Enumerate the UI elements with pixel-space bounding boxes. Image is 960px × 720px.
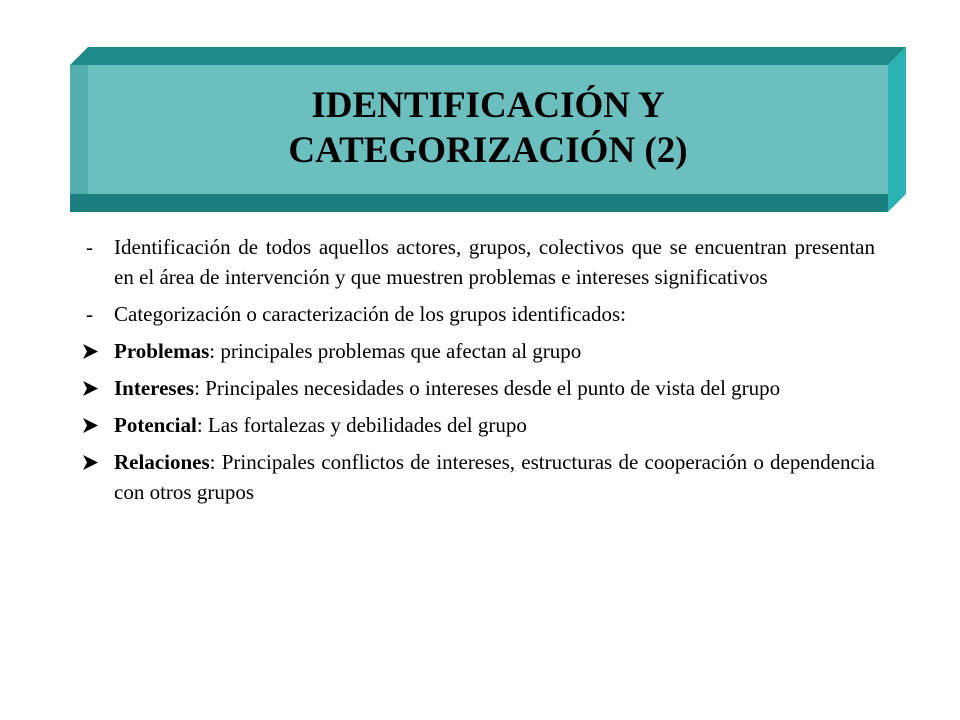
title-line-1: IDENTIFICACIÓN Y bbox=[311, 85, 665, 126]
banner-bevel-top bbox=[70, 47, 906, 65]
item-term: Intereses bbox=[114, 376, 195, 400]
item-text: : Las fortalezas y debilidades del grupo bbox=[196, 413, 527, 437]
list-item bbox=[80, 447, 875, 507]
page-title bbox=[88, 65, 888, 191]
item-text: Categorización o caracterización de los grupos identificados: bbox=[114, 302, 626, 326]
item-term: Problemas bbox=[114, 339, 210, 363]
item-text: : Principales necesidades o intereses desde el punto de vista del grupo bbox=[194, 376, 781, 400]
list-item bbox=[80, 410, 875, 440]
banner-bevel-left bbox=[70, 65, 88, 194]
list-item bbox=[80, 373, 875, 403]
bullet-list bbox=[80, 232, 875, 514]
item-text: : principales problemas que afectan al grupo bbox=[209, 339, 582, 363]
dash-bullet: - bbox=[86, 235, 93, 259]
list-item bbox=[80, 299, 875, 329]
item-text: : Principales conflictos de intereses, estructuras de cooperación o dependencia con otros grupos bbox=[114, 450, 875, 504]
item-term: Potencial bbox=[114, 413, 197, 437]
dash-bullet: - bbox=[86, 302, 93, 326]
item-text: Identificación de todos aquellos actores, grupos, colectivos que se encuentran presentan en el área de intervención y que muestren problemas e intereses significativos bbox=[114, 235, 875, 289]
banner-bevel-right bbox=[888, 47, 906, 212]
item-term: Relaciones bbox=[114, 450, 210, 474]
title-line-2: CATEGORIZACIÓN (2) bbox=[288, 130, 688, 171]
list-item bbox=[80, 232, 875, 292]
title-banner bbox=[70, 47, 906, 212]
list-item bbox=[80, 336, 875, 366]
